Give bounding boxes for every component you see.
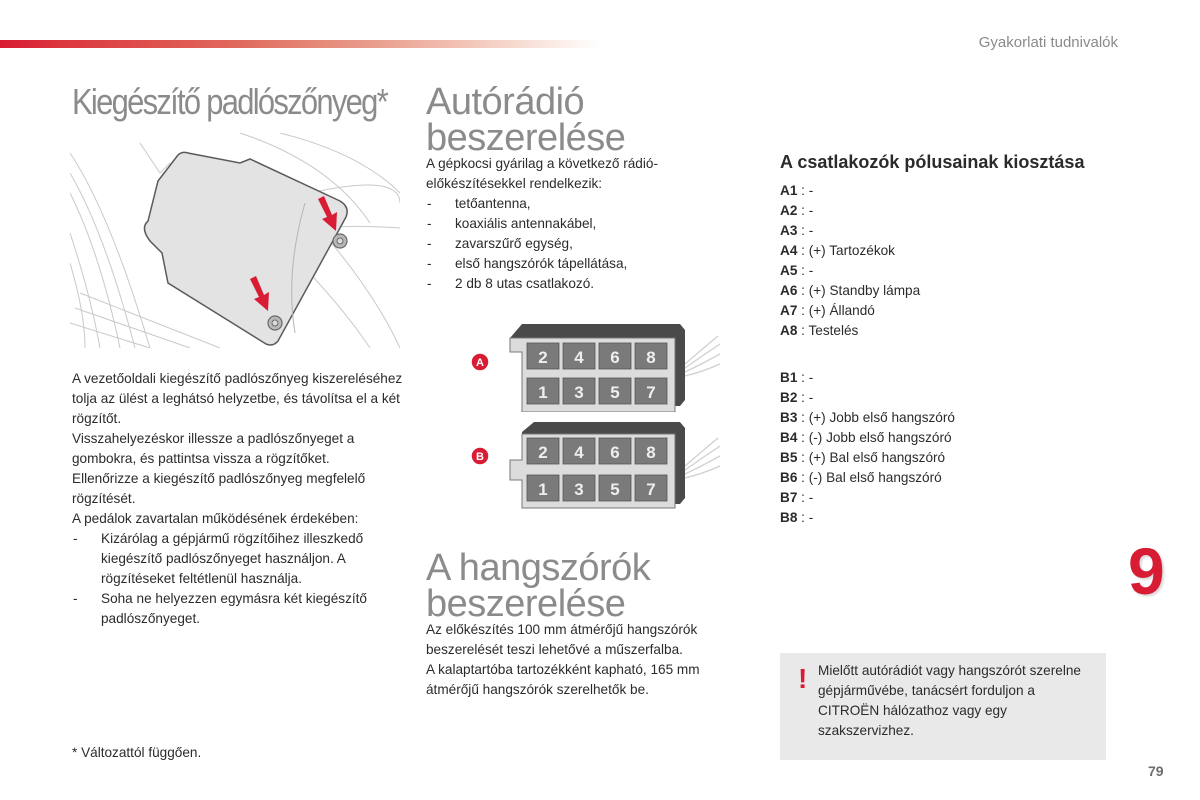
svg-text:1: 1 [538, 383, 548, 402]
floor-mat-paragraph: Ellenőrizze a kiegészítő padlószőnyeg megfelelő rögzítését. [72, 471, 366, 506]
floor-mat-paragraph: A vezetőoldali kiegészítő padlószőnyeg kiszereléséhez tolja az ülést a leghátsó helyzetbe, és távolítsa el a két rögzítőt. [72, 371, 403, 426]
svg-text:3: 3 [574, 480, 584, 499]
floor-mat-paragraph: Visszahelyezéskor illessze a padlószőnyeget a gombokra, és pattintsa vissza a rögzítőket. [72, 431, 355, 466]
pin-row: B8 : - [780, 510, 814, 525]
pinout-title: A csatlakozók pólusainak kiosztása [780, 152, 1085, 172]
pin-row: B6 : (-) Bal első hangszóró [780, 470, 942, 485]
svg-text:7: 7 [646, 480, 656, 499]
pin-row: A8 : Testelés [780, 323, 859, 338]
connector-a-pin-list [780, 181, 920, 341]
svg-text:1: 1 [538, 480, 548, 499]
list-item: - Kizárólag a gépjármű rögzítőihez illeszkedő kiegészítő padlószőnyeget használjon. A rögzítéseket feltétlenül használja. [72, 529, 412, 589]
radio-description [426, 154, 726, 294]
svg-text:8: 8 [646, 443, 656, 462]
svg-text:B: B [476, 451, 484, 463]
radio-title-line1: Autórádió [426, 81, 585, 123]
connector-b-pin-list [780, 368, 955, 528]
radio-intro: A gépkocsi gyárilag a következő rádió-előkészítésekkel rendelkezik: [426, 156, 658, 191]
floor-mat-instructions [72, 369, 412, 629]
pin-row: B5 : (+) Bal első hangszóró [780, 450, 946, 465]
pin-row: A2 : - [780, 203, 814, 218]
svg-text:8: 8 [646, 348, 656, 367]
chapter-number: 9 [1128, 534, 1165, 608]
page-number: 79 [1148, 763, 1164, 779]
pin-row: B1 : - [780, 370, 814, 385]
exclamation-icon: ! [798, 663, 808, 694]
pin-row: A1 : - [780, 183, 814, 198]
svg-text:4: 4 [574, 348, 584, 367]
pin-row: B2 : - [780, 390, 814, 405]
speakers-title [426, 547, 651, 625]
floor-mat-paragraph: A pedálok zavartalan működésének érdekében: [72, 511, 359, 526]
speakers-paragraph: A kalaptartóba tartozékként kapható, 165 mm átmérőjű hangszórók szerelhetők be. [426, 662, 700, 697]
svg-text:5: 5 [610, 383, 620, 402]
svg-text:2: 2 [538, 348, 548, 367]
pin-row: B3 : (+) Jobb első hangszóró [780, 410, 955, 425]
pin-row: A5 : - [780, 263, 814, 278]
connector-a-diagram [470, 316, 720, 412]
speakers-paragraph: Az előkészítés 100 mm átmérőjű hangszórók beszerelését teszi lehetővé a műszerfalba. [426, 622, 698, 657]
floor-mat-title: Kiegészítő padlószőnyeg* [72, 81, 388, 122]
radio-title-line2: beszerelése [426, 117, 626, 159]
pin-row: B4 : (-) Jobb első hangszóró [780, 430, 952, 445]
radio-prep-list [426, 194, 726, 294]
connector-b-label-icon [471, 447, 489, 465]
svg-text:4: 4 [574, 443, 584, 462]
pin-row: B7 : - [780, 490, 814, 505]
list-item: - Soha ne helyezzen egymásra két kiegészítő padlószőnyeget. [72, 589, 412, 629]
svg-text:6: 6 [610, 443, 620, 462]
speakers-description [426, 620, 746, 700]
pin-row: A7 : (+) Állandó [780, 303, 875, 318]
svg-text:5: 5 [610, 480, 620, 499]
connector-a-label-icon [471, 353, 489, 371]
connector-b-diagram [470, 418, 720, 514]
svg-text:A: A [476, 357, 484, 369]
list-item: - első hangszórók tápellátása, [426, 254, 726, 274]
radio-title [426, 81, 626, 159]
speakers-title-line1: A hangszórók [426, 547, 651, 589]
pin-row: A4 : (+) Tartozékok [780, 243, 895, 258]
speakers-title-line2: beszerelése [426, 583, 626, 625]
floor-mat-illustration [70, 133, 400, 348]
header-accent-bar [0, 40, 600, 48]
section-title: Gyakorlati tudnivalók [978, 34, 1118, 51]
list-item: - 2 db 8 utas csatlakozó. [426, 274, 726, 294]
pin-row: A3 : - [780, 223, 814, 238]
pin-row: A6 : (+) Standby lámpa [780, 283, 921, 298]
svg-text:2: 2 [538, 443, 548, 462]
floor-mat-warnings-list [72, 529, 412, 629]
list-item: - zavarszűrő egység, [426, 234, 726, 254]
svg-text:7: 7 [646, 383, 656, 402]
list-item: - koaxiális antennakábel, [426, 214, 726, 234]
list-item: - tetőantenna, [426, 194, 726, 214]
svg-text:3: 3 [574, 383, 584, 402]
warning-box [780, 653, 1106, 760]
warning-text: Mielőtt autórádiót vagy hangszórót szerelne gépjárművébe, tanácsért forduljon a CITROËN hálózathoz vagy egy szakszervizhez. [818, 663, 1081, 738]
footnote: * Változattól függően. [72, 745, 202, 760]
svg-text:6: 6 [610, 348, 620, 367]
